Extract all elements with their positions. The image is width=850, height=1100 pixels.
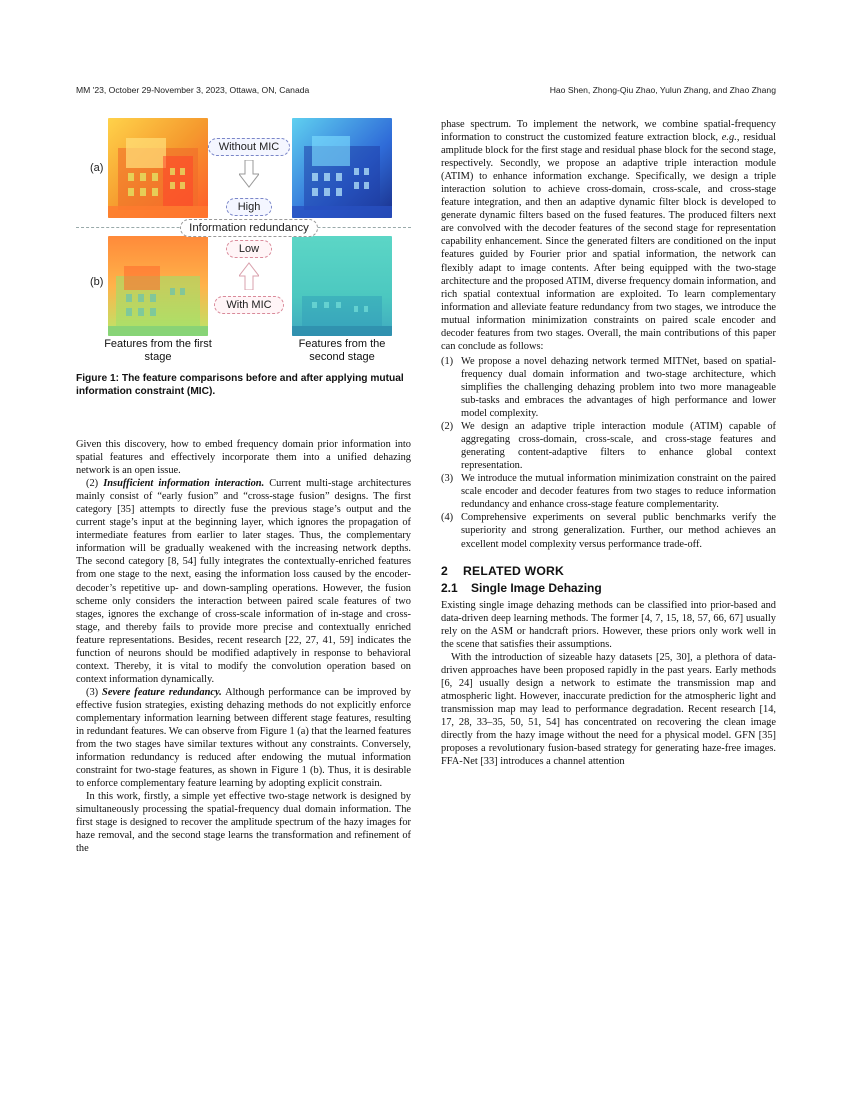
feature-map-a-first-stage	[108, 118, 208, 218]
list-item: (3) We introduce the mutual information minimization constraint on the paired scale encoder and decoder features from two stages to reduce information redundancy and enhance cross-stage feature complementarity.	[441, 473, 776, 511]
list-item: (4) Comprehensive experiments on several public benchmarks verify the superiority and strong generalization. Further, our method achieves an excellent model complexity versus performance trade-off.	[441, 512, 776, 550]
paragraph-prior-based: Existing single image dehazing methods can be classified into prior-based and data-driven deep learning methods. The former [4, 7, 15, 18, 57, 66, 67] usually rely on the ASM or handcraft priors. However, these priors only work well in the scene that satisfies their assumptions.	[441, 599, 776, 650]
figure-caption: Figure 1: The feature comparisons before and after applying mutual information constraint (MIC).	[76, 373, 404, 397]
first-stage-label: Features from the first stage	[104, 338, 212, 363]
section-heading-related-work: 2 RELATED WORK	[441, 563, 565, 578]
left-column	[76, 118, 411, 856]
paragraph-intro-cont: Given this discovery, how to embed frequency domain prior information into spatial features and effectively incorporate them into a unified dehazing network is an open issue.	[76, 439, 411, 477]
header-conference: MM '23, October 29-November 3, 2023, Ottawa, ON, Canada	[76, 85, 310, 95]
high-pill: High	[226, 198, 272, 216]
with-mic-pill: With MIC	[214, 296, 284, 314]
header-authors: Hao Shen, Zhong-Qiu Zhao, Yulun Zhang, and Zhao Zhang	[549, 85, 776, 95]
arrow-up-icon	[239, 262, 259, 290]
paragraph-this-work: In this work, firstly, a simple yet effective two-stage network is designed by simultaneously processing the spatial-frequency dual domain information. The first stage is designed to recover the amplitude spectrum of the hazy images for haze removal, and the second stage learns the transformation and refinement of the	[76, 791, 411, 855]
paragraph-phase-spectrum: phase spectrum. To implement the network, we combine spatial-frequency information to construct the customized feature extraction block, e.g., residual amplitude block for the first stage and residual phase block for the second stage, respectively. Secondly, we propose an adaptive triple interaction module (ATIM) to enhance information exchange. Specifically, we design a triple interaction solution to achieve cross-domain, cross-scale, and cross-stage feature integration, and then an adaptive dynamic filter block is developed to generate dynamic filters based on the fused features. The produced filters next are convolved with the decoder features of the second stage for representation capability enhancement. Since the generated filters are conditioned on the input features guided by Fourier prior and spatial information, the network can flexibly adapt to image contents. After being equipped with the two-stage architecture and the proposed ATIM, diverse frequency domain information, and rich spatial contextual information are exploited. To learn complementary information and alleviate feature redundancy from two stages, we introduce the mutual information minimization constraints on paired scale encoder and decoder features from two stages. Overall, the main contributions of this paper can conclude as follows:	[441, 119, 776, 352]
list-item: (1) We propose a novel dehazing network termed MITNet, based on spatial-frequency dual domain information and two-stage architecture, which simplifies the challenging dehazing problem into two more manageable sub-tasks and embraces the advantages of high performance and lower model complexity.	[441, 355, 776, 420]
feature-map-b-second-stage	[292, 236, 392, 336]
right-column	[441, 118, 776, 768]
paragraph-feature-redundancy: (3) Severe feature redundancy. Although performance can be improved by effective fusion strategies, existing dehazing methods do not explicitly enforce complementary information learning between different stage features, resulting in redundant features. We can observe from Figure 1 (a) that the learned features from the two stages have similar textures without any constraints. Conversely, information redundancy is reduced after endowing the mutual information constraint for two-stage features, as shown in Figure 1 (b). Thus, it is desirable to enforce complementary feature learning by adopting explicit constrain.	[76, 686, 411, 790]
paragraph-insufficient-interaction: (2) Insufficient information interaction. Current multi-stage architectures mainly consist of “early fusion” and “cross-stage fusion” designs. The first category [35] attempts to directly fuse the previous stage’s output and the current stage’s input at the beginning layer, which ignores the propagation of intermediate features from earlier to later stages. Thus, the complementary information will be gradually weakened with the increasing network depths. The second category [8, 54] fully integrates the contextually-enriched features from one stage to the next, easing the information loss caused by the encoder-decoder’s repetitive up- and down-sampling operations. However, the fusion scheme only considers the interaction between paired scale features of two stages, ignores the exchange of cross-scale information of in-stage and cross-stage, and thereby fails to provide more precise and contextually enriched feature representations. Besides, recent research [22, 27, 41, 59] indicates the function of neurons should be modified adaptively in response to behavioral context. Thereby, it is vital to modify the convolution operation based on context information dynamically.	[76, 478, 411, 685]
figure-label-a: (a)	[90, 162, 104, 174]
figure-1	[76, 118, 411, 364]
figure-label-b: (b)	[90, 276, 104, 288]
subsection-heading-single-image-dehazing: 2.1 Single Image Dehazing	[441, 580, 602, 595]
paragraph-data-driven: With the introduction of sizeable hazy datasets [25, 30], a plethora of data-driven approaches have been proposed rapidly in the past years. Early methods [6, 24] usually design a network to estimate the transmission map and atmospheric light. However, inaccurate prediction for the atmospheric light and transmission map may lead to performance degradation. Recent research [14, 17, 28, 33–35, 50, 51, 54] has concentrated on recovering the clean image directly from the hazy image without the need for a physical model. GFN [35] proposes a revolutionary fusion-based strategy for generating haze-free images. FFA-Net [33] introduces a channel attention	[441, 651, 776, 768]
second-stage-label: Features from the second stage	[298, 338, 386, 363]
list-item: (2) We design an adaptive triple interaction module (ATIM) capable of aggregating cross-domain, cross-scale, and cross-stage features and generating content-adaptive filters to enhance global context representation.	[441, 421, 776, 472]
feature-map-b-first-stage	[108, 236, 208, 336]
contributions-list	[441, 355, 776, 551]
low-pill: Low	[226, 240, 272, 258]
information-redundancy-label: Information redundancy	[180, 219, 318, 237]
arrow-down-icon	[239, 160, 259, 188]
running-header	[76, 85, 776, 99]
feature-map-a-second-stage	[292, 118, 392, 218]
without-mic-pill: Without MIC	[208, 138, 290, 156]
